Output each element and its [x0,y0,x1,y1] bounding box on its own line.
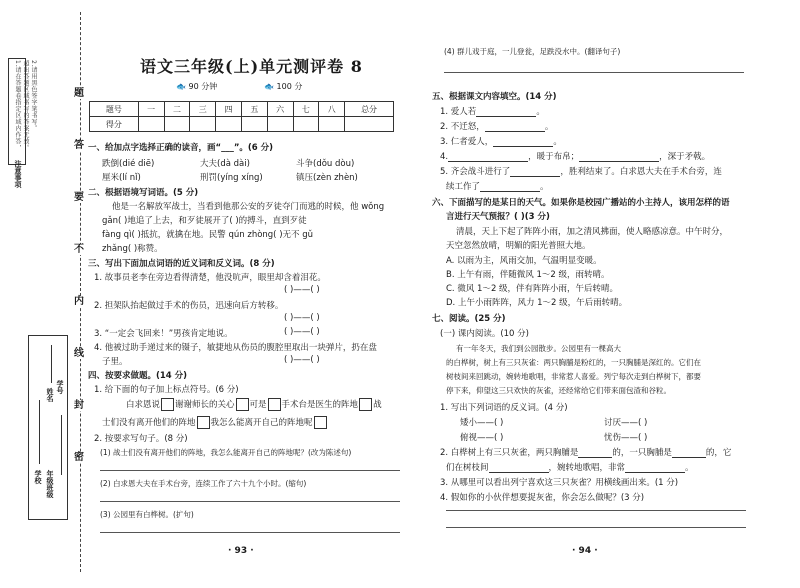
reading-question: 3. 从哪里可以看出列宁喜欢这三只灰雀？用横线画出来。(1 分) [440,478,679,488]
section-4-heading: 四、按要求做题。(14 分) [88,371,188,381]
time-limit [176,81,217,92]
answer-line[interactable] [100,470,400,471]
punct-box[interactable] [359,398,372,411]
fill-blank[interactable] [510,167,560,177]
s5-line [446,180,549,192]
score-row [90,117,394,132]
seal-char: 线 [74,348,84,359]
pinyin-item[interactable]: 跌倒(dié diē) [102,159,155,169]
score-cell[interactable] [267,117,293,132]
s5-text: 。 [540,182,549,192]
s5-text: ，深于矛戟。 [659,152,711,162]
s5-line: 3. 仁者爱人， 。 [440,137,562,147]
option-d[interactable]: D. 上午小雨阵阵，风力 1～2 级，午后雨转晴。 [446,298,628,308]
punct-box[interactable] [161,398,174,411]
q-text: 们在树枝间 [446,463,489,473]
name-field[interactable] [51,345,52,383]
pinyin-item[interactable]: 斗争(dǒu dòu) [296,159,355,169]
answer-line[interactable] [446,527,746,528]
s4-subquestion: (1) 战士们没有离开他们的阵地，我怎么能离开自己的阵地呢？(改为陈述句) [100,448,352,457]
fill-blank[interactable] [480,182,540,192]
seal-char: 题 [74,88,84,99]
section-6-heading-cont[interactable]: 言进行天气预报？( )(3 分) [446,212,550,222]
section-3-heading: 三、写出下面加点词语的近义词和反义词。(8 分) [88,259,275,269]
reading-subheading: (一) 课内阅读。(10 分) [440,329,529,339]
sentence-part: 可是 [249,400,267,410]
punctuation-sentence [126,398,382,411]
s5-line [440,165,722,177]
clock-icon: 🐟 [176,82,186,91]
fill-blank[interactable] [625,463,685,473]
antonym-item[interactable]: 讨厌——( ) [604,418,648,428]
score-header-cell: 二 [164,102,190,117]
fill-blank[interactable] [672,448,706,458]
antonym-item[interactable]: 忧伤——( ) [604,433,648,443]
score-icon: 🐟 [264,82,274,91]
left-page [88,0,410,588]
s5-text: 5. 齐会战斗进行了 [440,167,511,177]
pinyin-item[interactable]: 大夫(dà dài) [200,159,250,169]
s5-text: 2. 不迁怒， [440,122,485,132]
section-2-heading: 二、根据语境写词语。(5 分) [88,188,199,198]
seal-char: 封 [74,400,84,411]
notice-label: 注意事项 [14,160,22,188]
s3-answer-pair[interactable]: ( )——( ) [284,327,320,337]
section-6-heading: 六、下面描写的是某日的天气。如果你是校园广播站的小主持人，该用怎样的语 [432,198,730,208]
s5-text: 1. 爱人若 [440,107,477,117]
s3-question-cont: 子里。 [102,357,128,367]
reading-question-cont: 们在树枝间 ，婉转地歌唱，非常 。 [446,463,694,473]
right-page [432,0,762,588]
seal-char: 密 [74,452,84,463]
seal-char: 答 [74,140,84,151]
s2-line[interactable]: gǎn( )地追了上去，和歹徒展开了( )的搏斗，直到歹徒 [102,216,307,226]
weather-passage: 清晨，天上下起了阵阵小雨，加之清风拂面，使人略感凉意。中午时分， [456,227,729,237]
school-field[interactable] [39,400,40,464]
score-header-cell: 一 [138,102,164,117]
s3-answer-pair[interactable]: ( )——( ) [284,285,320,295]
id-label: 学号 [56,380,64,394]
section-5-heading: 五、根据课文内容填空。(14 分) [432,92,557,102]
s5-text: 4. [440,152,449,162]
q-text: 的，一只胸脯是 [612,448,672,458]
class-field[interactable] [61,415,62,475]
fill-blank[interactable] [579,152,659,162]
punctuation-sentence-cont [102,416,328,429]
q-text: 2. 白桦树上有三只灰雀，两只胸脯是 [440,448,579,458]
weather-passage: 天空忽然放晴，明媚的阳光普照大地。 [446,241,591,251]
s2-line[interactable]: zhǎng( )称赞。 [102,244,163,254]
s3-answer-pair[interactable]: ( )——( ) [284,313,320,323]
school-label: 学校 [34,470,42,484]
answer-line[interactable] [446,510,746,511]
page-title: 语文三年级(上)单元测评卷 8 [140,57,363,76]
reading-text: 的白桦树，树上有三只灰雀：两只胸脯是粉红的，一只胸脯是深红的。它们在 [446,358,701,367]
seal-char: 内 [74,296,84,307]
antonym-item[interactable]: 矮小——( ) [460,418,504,428]
score-cell[interactable] [293,117,319,132]
punct-box[interactable] [314,416,327,429]
sentence-part: 白求恩说 [126,400,161,410]
fill-blank[interactable] [578,448,612,458]
s2-line[interactable]: fàng qì( )抵抗，就擒在地。民警 qún zhòng( )无不 gǔ [102,230,314,240]
page-number: · 93 · [228,546,254,556]
reading-text: 停下来，仰望这三只欢快的灰雀，还经常给它们带来面包渣和谷粒。 [446,386,671,395]
s5-line: 1. 爱人若 。 [440,107,545,117]
s3-question: 4. 他被过助手递过来的镊子，敏捷地从伤员的腹腔里取出一块弹片，扔在盘 [94,343,377,353]
punct-box[interactable] [268,398,281,411]
pinyin-item[interactable]: 镇压(zèn zhèn) [296,173,358,183]
notice-line-2: 超出答题区域书写的答案无效。 [22,60,29,151]
notice-line-1: 1.请在答题卷指定区域内作答， [14,60,21,152]
score-header-cell: 八 [319,102,345,117]
fill-blank[interactable] [448,152,528,162]
sentence-part: 士们没有离开他们的阵地 [102,418,196,428]
class-label: 年级班级 [46,470,54,498]
answer-line[interactable] [100,532,400,533]
option-a[interactable]: A. 以雨为主，风雨交加，气温明显变暖。 [446,256,602,266]
s3-question: 2. 担架队抬起做过手术的伤员，迅速向后方转移。 [94,301,284,311]
reading-text: 有一年冬天，我们到公园散步。公园里有一棵高大 [456,344,621,353]
score-header-cell: 三 [190,102,216,117]
score-cell[interactable] [319,117,345,132]
s5-text: 3. 仁者爱人， [440,137,494,147]
notice-line-3: 2.请用黑色签字笔书写。 [30,60,37,132]
s3-question: 3. “一定会飞回来！”男孩肯定地说。 [94,329,233,339]
score-row-label: 得分 [90,117,139,132]
seal-char: 不 [74,244,84,255]
score-header-row [90,102,394,117]
answer-line[interactable] [444,72,744,73]
reading-text: 树枝间来回跳动，婉转地歌唱，非常惹人喜爱。列宁每次走到白桦树下，都要 [446,372,701,381]
option-b[interactable]: B. 上午有雨，伴随微风 1～2 级，雨转晴。 [446,270,610,280]
score-header-cell: 题号 [90,102,139,117]
name-label: 姓名 [46,388,54,402]
time-value: 90 分钟 [188,82,218,91]
score-header-cell: 六 [267,102,293,117]
s5-line: 2. 不迁怒， 。 [440,122,554,132]
sentence-part: 我怎么能离开自己的阵地呢 [210,418,313,428]
score-cell[interactable] [241,117,267,132]
option-c[interactable]: C. 微风 1～2 级，伴有阵阵小雨，午后转晴。 [446,284,619,294]
page-number: · 94 · [572,546,598,556]
s4-question: 1. 给下面的句子加上标点符号。(6 分) [94,385,239,395]
reading-question: 1. 写出下列词语的反义词。(4 分) [440,403,568,413]
seal-char: 要 [74,192,84,203]
sentence-part: 手术台是医生的阵地 [281,400,359,410]
s2-line: 他是一名解放军战士，当看到他那公安的歹徒夺门而逃的时候，他 wǒng [112,202,385,212]
s3-answer-pair[interactable]: ( )——( ) [284,355,320,365]
answer-line[interactable] [100,501,400,502]
score-table [89,101,394,132]
reading-question [440,446,731,458]
q-text: ，婉转地歌唱，非常 [548,463,626,473]
antonym-item[interactable]: 俯视——( ) [460,433,504,443]
sentence-part: 战 [373,400,382,410]
s4-subquestion: (3) 公园里有白桦树。(扩句) [100,510,194,519]
s3-question: 1. 故事员老李在旁边看得清楚，他没吭声，眼里却含着泪花。 [94,273,326,283]
s4-question: 2. 按要求写句子。(8 分) [94,434,188,444]
score-cell[interactable] [345,117,394,132]
fill-blank[interactable] [485,122,545,132]
s4-subquestion: (4) 群儿戏于庭，一儿登瓮，足跌没水中。(翻译句子) [444,47,621,56]
pinyin-item[interactable]: 刑罚(yíng xíng) [200,173,263,183]
score-value: 100 分 [276,82,303,91]
s5-text: 续工作了 [446,182,481,192]
q-text: 的，它 [705,448,732,458]
binding-margin [0,0,98,588]
score-header-cell: 七 [293,102,319,117]
sentence-part: 谢谢师长的关心 [175,400,235,410]
fill-blank[interactable] [476,107,536,117]
score-cell[interactable] [138,117,164,132]
score-header-cell: 总分 [345,102,394,117]
s4-subquestion: (2) 白求恩大夫在手术台旁，连续工作了六十九个小时。(缩句) [100,479,307,488]
score-cell[interactable] [216,117,242,132]
section-7-heading: 七、阅读。(25 分) [432,314,506,324]
total-score [264,81,302,92]
score-header-cell: 四 [216,102,242,117]
score-cell[interactable] [164,117,190,132]
s5-text: ，胜利结束了。白求恩大夫在手术台旁，连 [560,167,722,177]
pinyin-item[interactable]: 厘米(lí nǐ) [102,173,141,183]
fill-blank[interactable] [489,463,549,473]
punct-box[interactable] [197,416,210,429]
score-cell[interactable] [190,117,216,132]
fill-blank[interactable] [493,137,553,147]
punct-box[interactable] [236,398,249,411]
section-1-heading: 一、给加点字选择正确的读音，画“___”。(6 分) [88,143,274,153]
reading-question: 4. 假如你的小伙伴想要捉灰雀，你会怎么做呢？(3 分) [440,493,645,503]
s5-line [440,150,710,162]
s5-text: ，暖于布帛； [528,152,580,162]
score-header-cell: 五 [241,102,267,117]
